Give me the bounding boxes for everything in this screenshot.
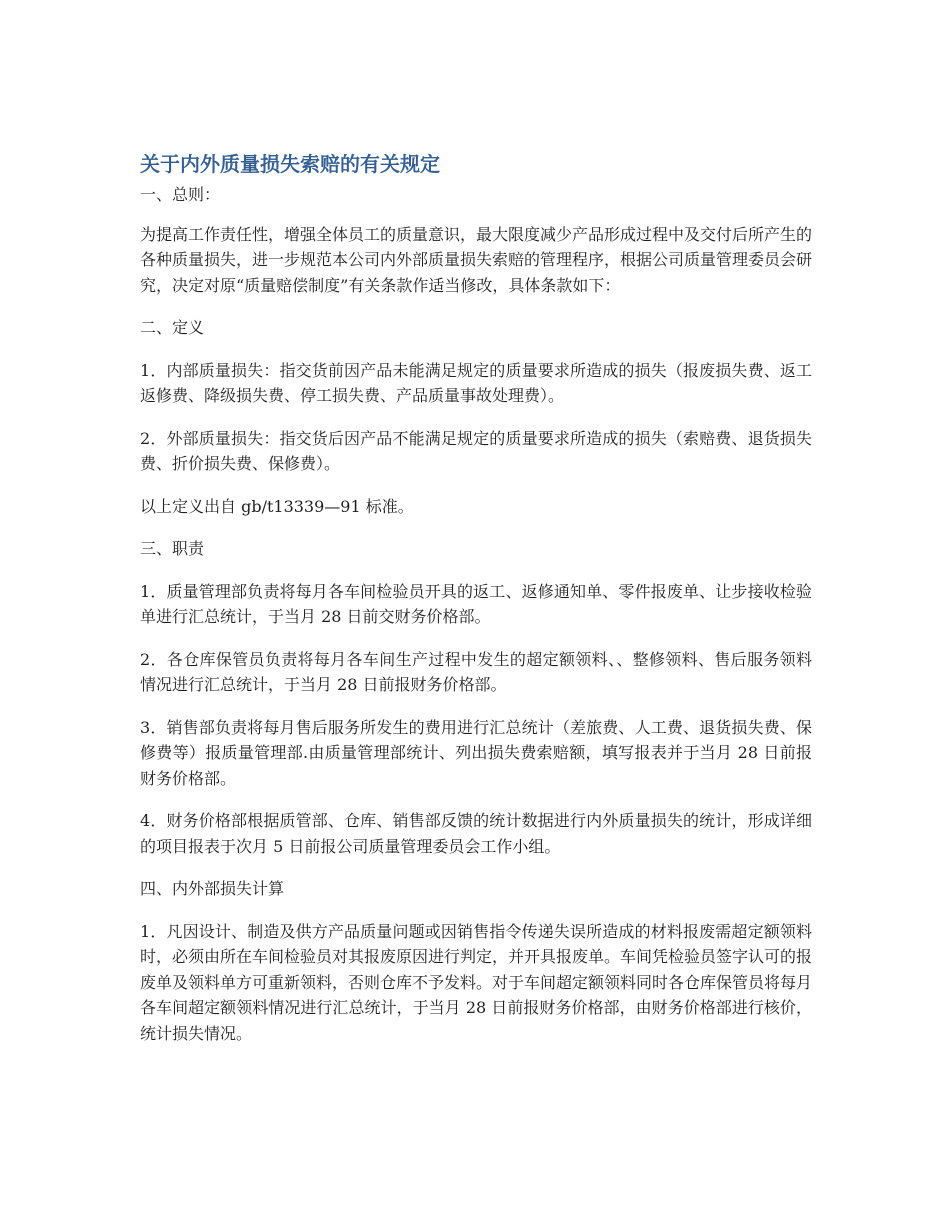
section-heading-loss-calculation: 四、内外部损失计算 xyxy=(140,879,285,898)
paragraph-finance-dept: 4．财务价格部根据质管部、仓库、销售部反馈的统计数据进行内外质量损失的统计，形成详细的项目报表于次月 5 日前报公司质量管理委员会工作小组。 xyxy=(140,811,812,856)
paragraph-warehouse: 2．各仓库保管员负责将每月各车间生产过程中发生的超定额领料、、整修领料、售后服务领料情况进行汇总统计，于当月 28 日前报财务价格部。 xyxy=(140,649,812,694)
section-heading-responsibilities: 三、职责 xyxy=(140,539,205,558)
paragraph-standard-source: 以上定义出自 gb/t13339—91 标准。 xyxy=(140,496,414,516)
document-title: 关于内外质量损失索赔的有关规定 xyxy=(140,152,440,176)
paragraph-internal-loss: 1．内部质量损失：指交货前因产品未能满足规定的质量要求所造成的损失（报废损失费、返工返修费、降级损失费、停工损失费、产品质量事故处理费）。 xyxy=(140,360,812,405)
paragraph-intro: 为提高工作责任性，增强全体员工的质量意识，最大限度减少产品形成过程中及交付后所产生的各种质量损失，进一步规范本公司内外部质量损失索赔的管理程序，根据公司质量管理委员会研究，决定对原“质量赔偿制度”有关条款作适当修改，具体条款如下： xyxy=(140,224,813,295)
paragraph-quality-dept: 1．质量管理部负责将每月各车间检验员开具的返工、返修通知单、零件报废单、让步接收检验单进行汇总统计，于当月 28 日前交财务价格部。 xyxy=(140,581,812,626)
section-heading-definition: 二、定义 xyxy=(140,318,205,337)
document-page xyxy=(140,150,812,1063)
paragraph-external-loss: 2．外部质量损失：指交货后因产品不能满足规定的质量要求所造成的损失（索赔费、退货损失费、折价损失费、保修费）。 xyxy=(140,428,812,473)
paragraph-sales-dept: 3．销售部负责将每月售后服务所发生的费用进行汇总统计（差旅费、人工费、退货损失费、保修费等）报质量管理部.由质量管理部统计、列出损失费索赔额，填写报表并于当月 28 日前报财务价格部。 xyxy=(140,717,812,788)
section-heading-general: 一、总则： xyxy=(140,185,221,204)
paragraph-scrap-requisition: 1．凡因设计、制造及供方产品质量问题或因销售指令传递失误所造成的材料报废需超定额领料时，必须由所在车间检验员对其报废原因进行判定，并开具报废单。车间凭检验员签字认可的报废单及领料单方可重新领料，否则仓库不予发料。对于车间超定额领料同时各仓库保管员将每月各车间超定额领料情况进行汇总统计，于当月 28 日前报财务价格部，由财务价格部进行核价，统计损失情况。 xyxy=(140,921,813,1043)
